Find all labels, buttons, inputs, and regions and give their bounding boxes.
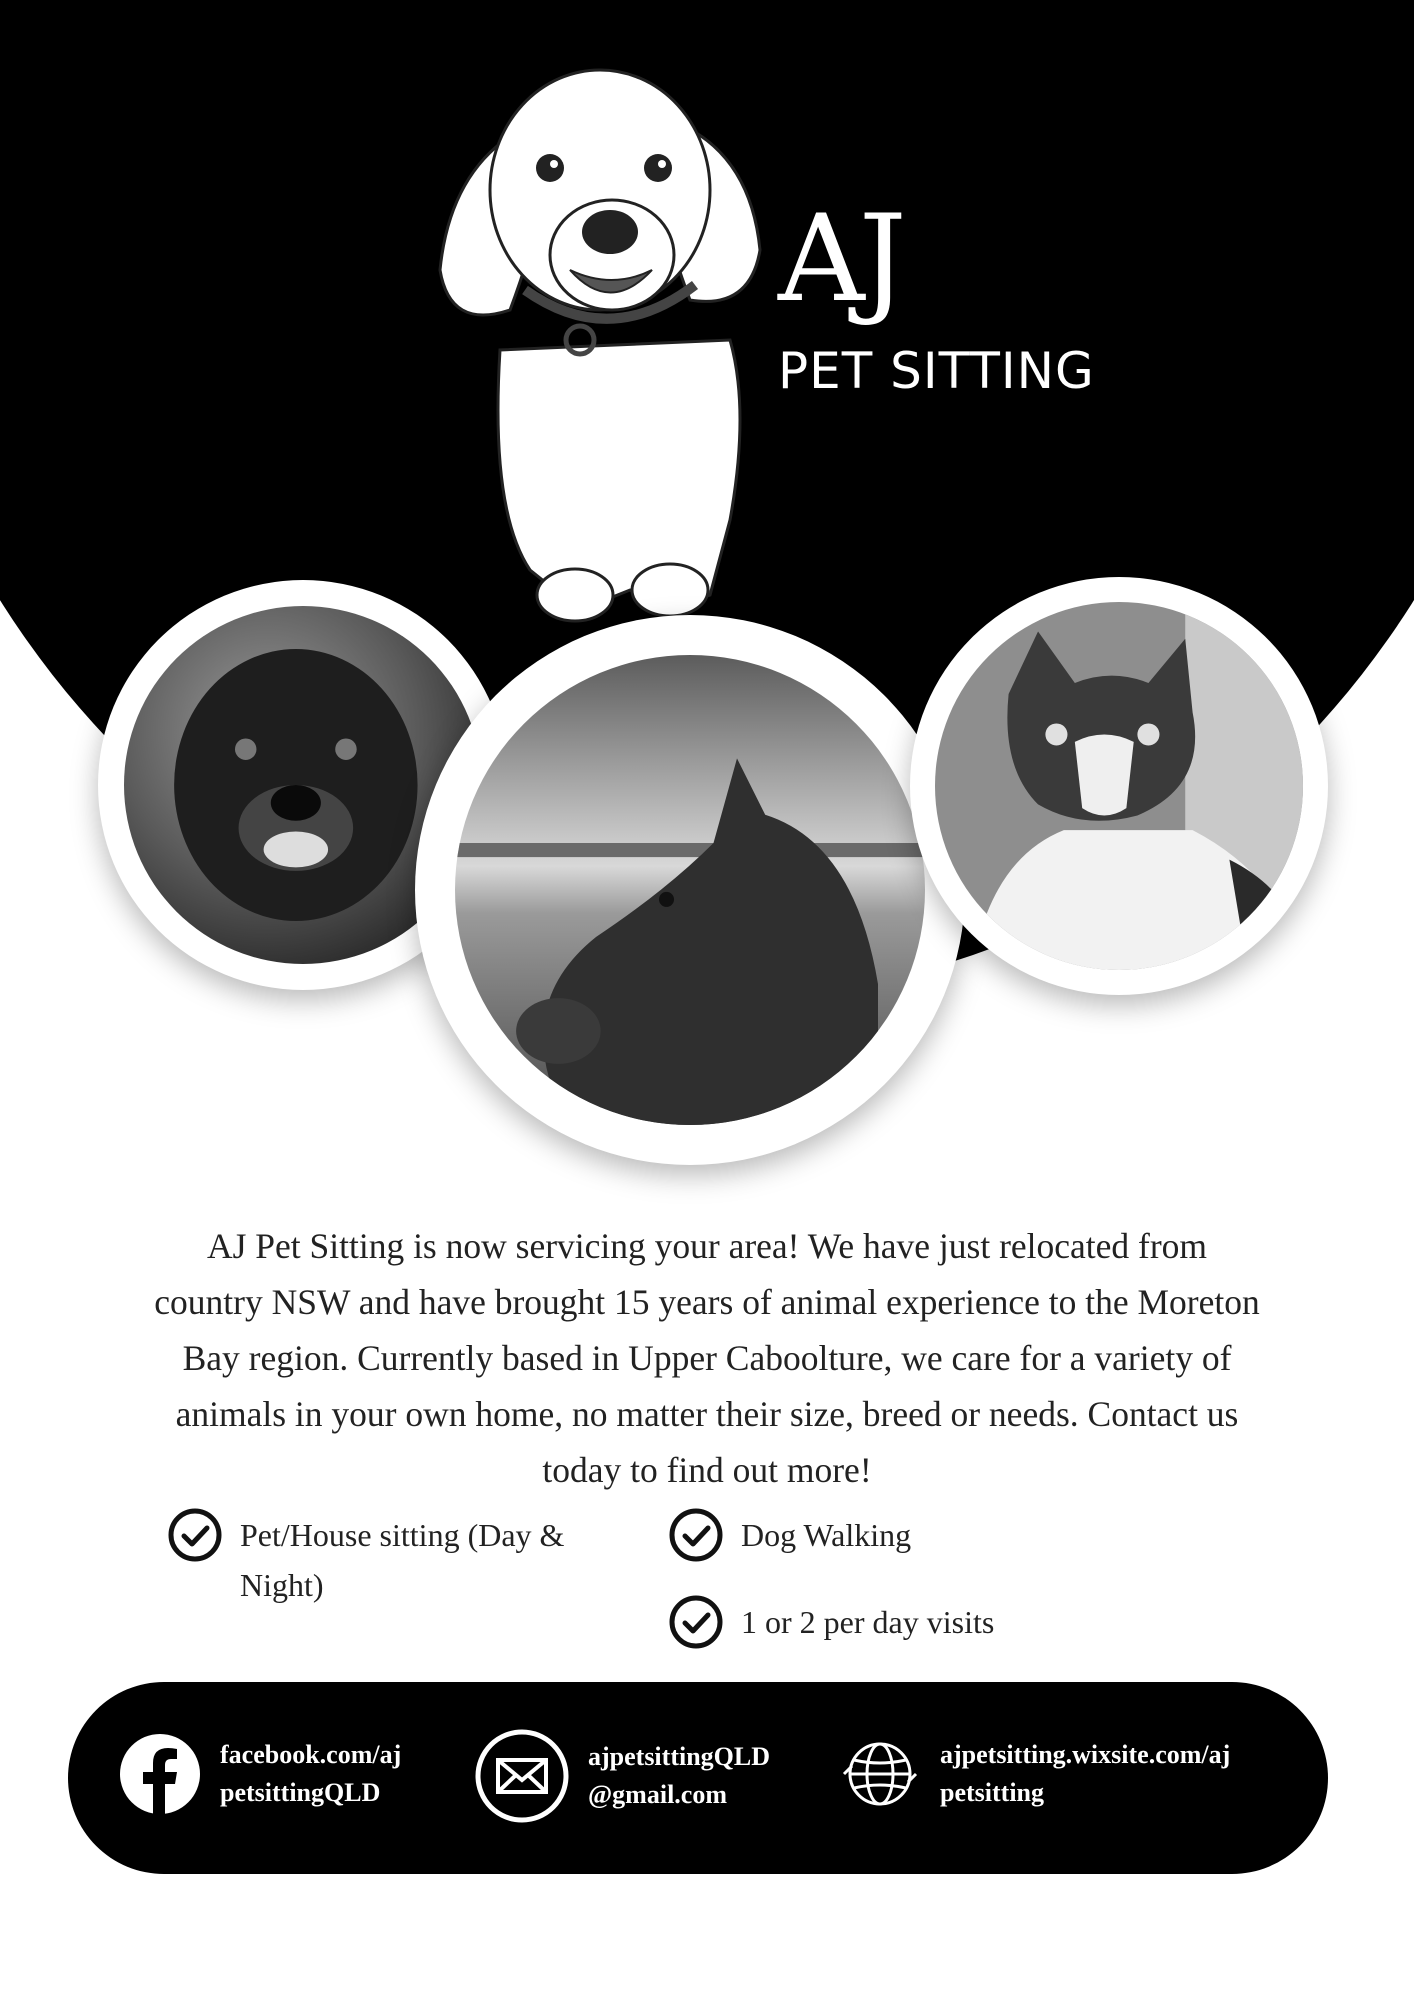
brand-title-aj: AJ (778, 190, 901, 329)
check-circle-icon (667, 1506, 725, 1564)
email-contact[interactable] (474, 1728, 770, 1824)
service-label: Pet/House sitting (Day & Night) (240, 1517, 565, 1603)
cat-photo (910, 577, 1328, 995)
facebook-link-line1[interactable]: facebook.com/aj (220, 1740, 402, 1769)
envelope-icon (474, 1728, 570, 1824)
facebook-link-line2[interactable]: petsittingQLD (220, 1778, 381, 1807)
check-circle-icon (667, 1593, 725, 1651)
email-line2[interactable]: @gmail.com (588, 1780, 727, 1809)
beagle-logo-illustration (430, 50, 1080, 630)
intro-description: AJ Pet Sitting is now servicing your area! We have just relocated from country NSW and have brought 15 years of animal experience to the Moreton Bay region. Currently based in Upper Caboolture, we care for a variety of animals in your own home, no matter their size, breed or needs. Contact us today to find out more! (154, 1226, 1260, 1490)
service-daily-visits (667, 1597, 1067, 1651)
horse-photo (415, 615, 965, 1165)
globe-icon (838, 1732, 922, 1816)
website-contact[interactable] (838, 1732, 1230, 1816)
service-dog-walking (667, 1510, 1067, 1564)
email-line1[interactable]: ajpetsittingQLD (588, 1742, 770, 1771)
service-label: 1 or 2 per day visits (741, 1604, 995, 1640)
facebook-contact[interactable] (118, 1732, 401, 1816)
service-pet-house-sitting (166, 1510, 596, 1610)
service-label: Dog Walking (741, 1517, 912, 1553)
check-circle-icon (166, 1506, 224, 1564)
brand-title-pet-sitting: PET SITTING (778, 342, 1095, 400)
website-line1[interactable]: ajpetsitting.wixsite.com/aj (940, 1740, 1231, 1769)
website-line2[interactable]: petsitting (940, 1778, 1044, 1807)
contact-bar (68, 1682, 1328, 1874)
facebook-icon (118, 1732, 202, 1816)
